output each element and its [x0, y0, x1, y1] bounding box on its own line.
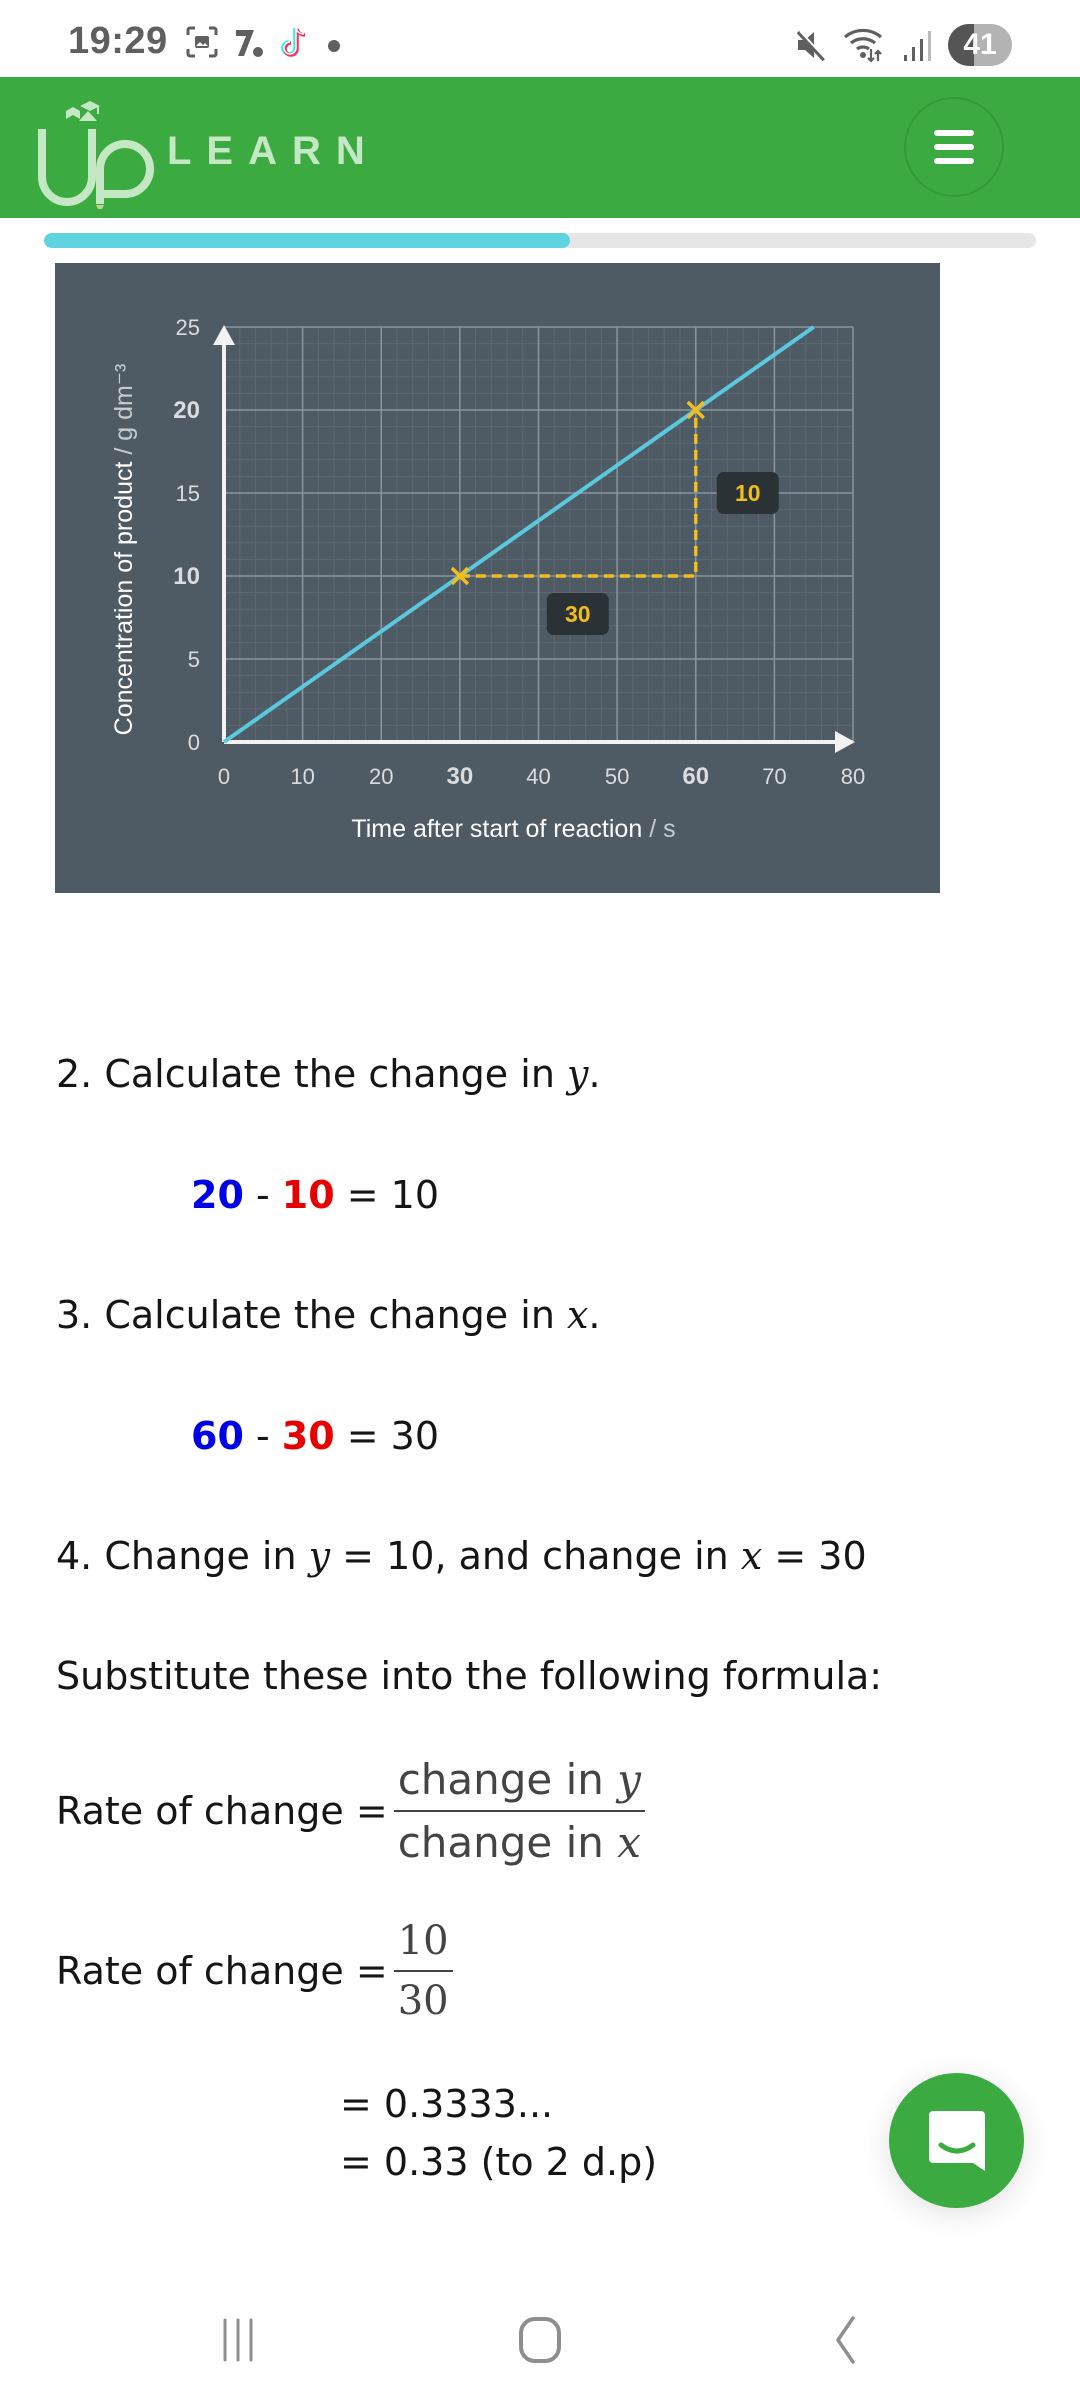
- tiktok-icon: [276, 24, 310, 60]
- svg-text:10: 10: [734, 480, 761, 506]
- system-nav-bar: [0, 2270, 1080, 2400]
- notification-dot-icon: [320, 24, 348, 60]
- x-tick-label: 80: [840, 764, 866, 789]
- recent-apps-button[interactable]: [198, 2310, 278, 2370]
- y-tick-label: 5: [187, 647, 200, 672]
- y-tick-label: 20: [173, 397, 200, 424]
- hamburger-menu-icon: [934, 130, 974, 136]
- y-axis-title: Concentration of product / g dm⁻³: [110, 363, 138, 736]
- x-axis-title: Time after start of reaction / s: [351, 815, 676, 843]
- delta-x-badge: [547, 593, 609, 635]
- result-rounded: = 0.33 (to 2 d.p): [340, 2140, 658, 2184]
- percent-app-icon: [230, 24, 266, 60]
- substitute-instruction: Substitute these into the following formula:: [56, 1654, 883, 1698]
- x-tick-label: 50: [604, 764, 630, 789]
- rate-graph: [55, 263, 940, 893]
- x-tick-label: 0: [217, 764, 231, 789]
- step-3-heading: 3. Calculate the change in x.: [56, 1293, 601, 1337]
- grid: [224, 327, 853, 742]
- math-var-y: y: [566, 1052, 589, 1096]
- step-4-summary: 4. Change in y = 10, and change in x = 30: [56, 1534, 867, 1578]
- rate-fraction: $\frac{10}{30}$: [394, 1918, 453, 2024]
- result-unrounded: = 0.3333...: [340, 2082, 554, 2126]
- rate-formula: Rate of change = $\frac{\text{change in y}}{\text{change in x}}$: [56, 1755, 645, 1867]
- status-icons-right: [794, 24, 1012, 66]
- home-icon: [515, 2315, 565, 2365]
- x-tick-label: 10: [290, 764, 315, 789]
- battery-level: 41: [963, 28, 997, 61]
- step-3-calculation: 60 - 30 = 30: [191, 1414, 440, 1458]
- x-tick-label: 40: [526, 764, 551, 789]
- data-line: [224, 327, 814, 742]
- mute-icon: [794, 27, 828, 63]
- x-tick-label: 20: [369, 764, 394, 789]
- recent-apps-icon: [213, 2315, 263, 2365]
- wifi-icon: [842, 25, 888, 65]
- chat-bubble-icon: [925, 2107, 989, 2175]
- formula-fraction: $\frac{\text{change in y}}{\text{change in x}}$: [394, 1755, 645, 1867]
- status-time: 19:29: [68, 20, 168, 62]
- battery-indicator: [948, 24, 1012, 66]
- chart-canvas: [55, 263, 940, 893]
- y-axis-arrow-icon: [213, 325, 235, 345]
- back-button[interactable]: [802, 2310, 882, 2370]
- chat-support-button[interactable]: [889, 2073, 1024, 2208]
- x-tick-label: 70: [762, 764, 787, 789]
- math-var-x: x: [566, 1293, 589, 1337]
- status-bar: [0, 0, 1080, 77]
- step-2-heading: 2. Calculate the change in y.: [56, 1052, 601, 1096]
- signal-icon: [902, 27, 934, 63]
- step-2-calculation: 20 - 10 = 10: [191, 1173, 440, 1217]
- lesson-progress-bar: [44, 233, 1036, 248]
- y-tick-label: 15: [175, 481, 200, 506]
- status-icons-left: [184, 24, 348, 60]
- x-axis-arrow-icon: [835, 731, 855, 753]
- back-icon: [817, 2315, 867, 2365]
- y-tick-label: 25: [175, 315, 200, 340]
- svg-text:30: 30: [565, 601, 591, 627]
- delta-y-badge: [717, 472, 779, 514]
- logo-text: LEARN: [167, 129, 380, 173]
- screenshot-icon: [184, 24, 220, 60]
- menu-button[interactable]: [904, 97, 1004, 197]
- x-tick-label: 30: [446, 763, 474, 790]
- progress-fill: [44, 233, 570, 248]
- x-tick-label: 60: [682, 763, 710, 790]
- home-button[interactable]: [500, 2310, 580, 2370]
- app-header: [0, 77, 1080, 218]
- rate-substituted: Rate of change = $\frac{10}{30}$: [56, 1918, 453, 2024]
- y-tick-label: 0: [187, 730, 200, 755]
- y-tick-label: 10: [173, 563, 200, 590]
